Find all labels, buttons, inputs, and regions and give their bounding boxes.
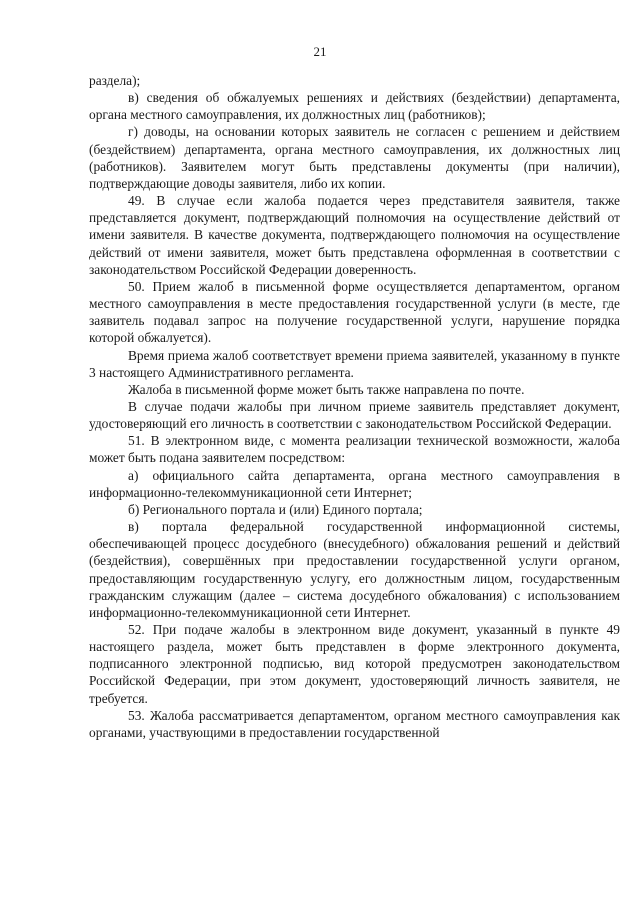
paragraph-9: а) официального сайта департамента, органа местного самоуправления в информационно-телекоммуникационной сети Интернет;	[89, 467, 620, 500]
paragraph-0: раздела);	[89, 73, 141, 88]
paragraph-8: 51. В электронном виде, с момента реализации технической возможности, жалоба может быть подана заявителем посредством:	[89, 433, 620, 466]
paragraph-13: 53. Жалоба рассматривается департаментом, органом местного самоуправления как органами, участвующими в предоставлении государственной	[89, 707, 620, 740]
document-body	[89, 72, 620, 741]
paragraph-10: б) Регионального портала и (или) Единого портала;	[128, 501, 423, 517]
paragraph-5: Время приема жалоб соответствует времени приема заявителей, указанному в пункте 3 настоящего Административного регламента.	[89, 347, 620, 380]
paragraph-2: г) доводы, на основании которых заявитель не согласен с решением и действием (бездействием) департамента, органа местного самоуправления, их должностных лиц (работников). Заявителем могут быть представлены документы (при наличии), подтверждающие доводы заявителя, либо их копии.	[89, 124, 620, 191]
page-number: 21	[313, 44, 327, 59]
paragraph-11: в) портала федеральной государственной информационной системы, обеспечивающей процесс досудебного (внесудебного) обжалования решений и действий (бездействия), совершённых при предоставлении государственной услуги органом, предоставляющим государственную услугу, его должностным лицом, государственным гражданским служащим (далее – система досудебного обжалования) с использованием информационно-телекоммуникационной сети Интернет.	[89, 519, 620, 620]
paragraph-3: 49. В случае если жалоба подается через представителя заявителя, также представляется документ, подтверждающий полномочия на осуществление действий от имени заявителя. В качестве документа, подтверждающего полномочия на осуществление действий от имени заявителя, может быть представлена оформленная в соответствии с законодательством Российской Федерации доверенность.	[89, 193, 620, 277]
paragraph-7: В случае подачи жалобы при личном приеме заявитель представляет документ, удостоверяющий его личность в соответствии с законодательством Российской Федерации.	[89, 398, 620, 432]
paragraph-6: Жалоба в письменной форме может быть также направлена по почте.	[128, 381, 525, 397]
paragraph-4: 50. Прием жалоб в письменной форме осуществляется департаментом, органом местного самоуправления в месте предоставления государственной услуги (в месте, где заявитель подавал запрос на получение государственной услуги, нарушение порядка которой обжалуется).	[89, 278, 620, 346]
paragraph-12: 52. При подаче жалобы в электронном виде документ, указанный в пункте 49 настоящего раздела, может быть представлен в форме электронного документа, подписанного электронной подписью, вид которой предусмотрен законодательством Российской Федерации, при этом документ, удостоверяющий личность заявителя, не требуется.	[89, 622, 620, 706]
paragraph-1: в) сведения об обжалуемых решениях и действиях (бездействии) департамента, органа местного самоуправления, их должностных лиц (работников);	[89, 90, 620, 123]
